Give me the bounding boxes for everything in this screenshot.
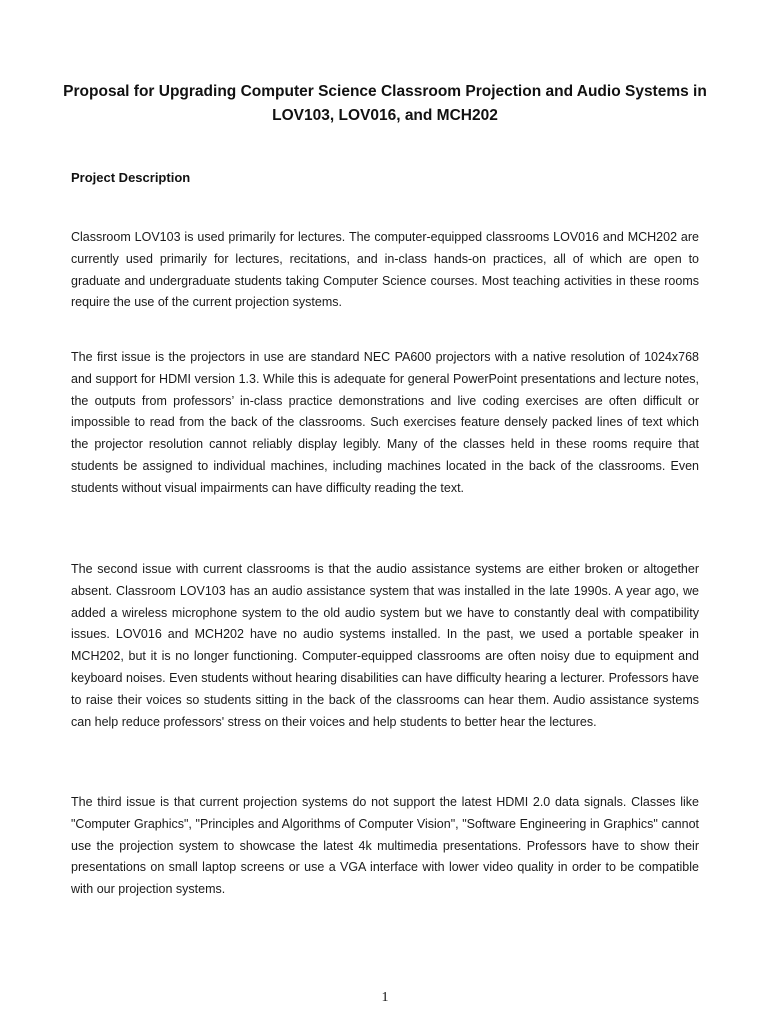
document-title: Proposal for Upgrading Computer Science Classroom Projection and Audio Systems in LOV103, LOV016, and MCH202: [63, 83, 707, 124]
paragraph-hdmi-issue: The third issue is that current projection systems do not support the latest HDMI 2.0 data signals. Classes like "Computer Graphics", "Principles and Algorithms of Computer Vision", "Software Engineering in Graphics" cannot use the projection system to showcase the latest 4k multimedia presentations. Professors have to show their presentations on small laptop screens or use a VGA interface with lower video quality in order to be compatible with our projection systems.: [71, 795, 699, 897]
paragraph-audio-issue: The second issue with current classrooms is that the audio assistance systems are either broken or altogether absent. Classroom LOV103 has an audio assistance system that was installed in the late 1990s. A year ago, we added a wireless microphone system to the old audio system but we have to constantly deal with compatibility issues. LOV016 and MCH202 have no audio systems installed. In the past, we used a portable speaker in MCH202, but it is no longer functioning. Computer-equipped classrooms are often noisy due to equipment and keyboard noises. Even students without hearing disabilities can have difficulty hearing a lecturer. Professors have to raise their voices so students sitting in the back of the classrooms can hear them. Audio assistance systems can help reduce professors' stress on their voices and help students to better hear the lectures.: [71, 562, 699, 729]
page-number: 1: [381, 990, 389, 1005]
section-heading: Project Description: [71, 170, 191, 185]
paragraph-classroom-usage: Classroom LOV103 is used primarily for lectures. The computer-equipped classrooms LOV016 and MCH202 are currently used primarily for lectures, recitations, and in-class hands-on practices, all of which are open to graduate and undergraduate students taking Computer Science courses. Most teaching activities in these rooms require the use of the current projection systems.: [71, 230, 699, 310]
paragraph-projector-issue: The first issue is the projectors in use are standard NEC PA600 projectors with a native resolution of 1024x768 and support for HDMI version 1.3. While this is adequate for general PowerPoint presentations and lecture notes, the outputs from professors’ in-class practice demonstrations and live coding exercises are often difficult or impossible to read from the back of the classrooms. Such exercises feature densely packed lines of text which the projector resolution cannot reliably display legibly. Many of the classes held in these rooms require that students be assigned to individual machines, including machines located in the back of the classrooms. Even students without visual impairments can have difficulty reading the text.: [71, 350, 699, 495]
